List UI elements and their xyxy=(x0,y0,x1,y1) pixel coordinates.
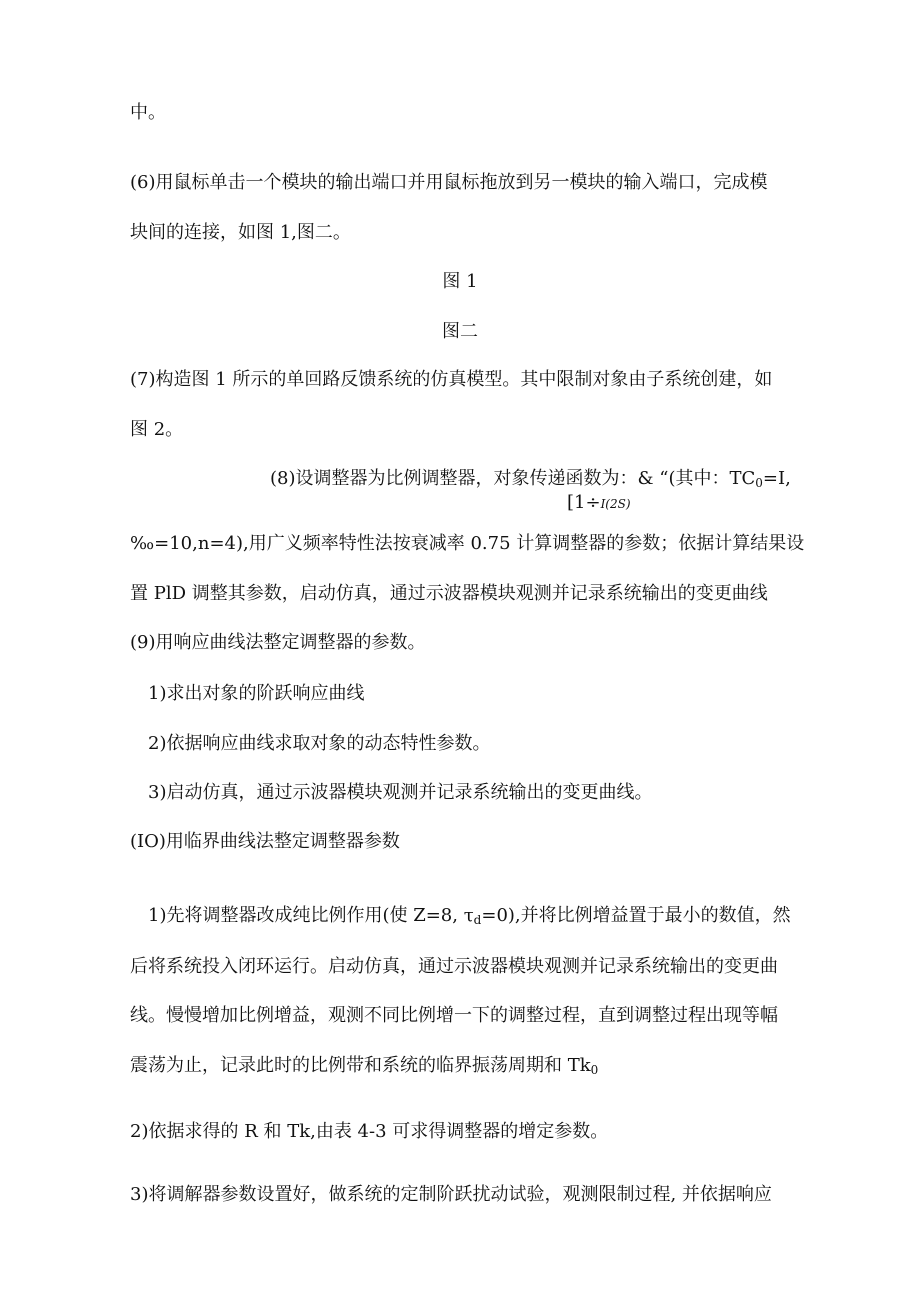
text-line xyxy=(130,1054,598,1078)
text-line: (6)用鼠标单击一个模块的输出端口并用鼠标拖放到另一模块的输入端口，完成模 xyxy=(130,172,768,193)
text-line: 后将系统投入闭环运行。启动仿真，通过示波器模块观测并记录系统输出的变更曲 xyxy=(130,956,778,977)
list-item: 3)将调解器参数设置好，做系统的定制阶跃扰动试验，观测限制过程, 并依据响应 xyxy=(130,1184,772,1205)
figure-caption-1: 图 1 xyxy=(442,271,478,292)
subscript: 0 xyxy=(755,476,763,490)
text-line: (IO)用临界曲线法整定调整器参数 xyxy=(130,831,400,852)
text-part: =0),并将比例增益置于最小的数值，然 xyxy=(481,905,791,926)
text-line: ‰=10,n=4),用广义频率特性法按衰减率 0.75 计算调整器的参数；依据计算结果设 xyxy=(130,533,805,554)
text-line: 线。慢慢增加比例增益，观测不同比例增一下的调整过程，直到调整过程出现等幅 xyxy=(130,1005,778,1026)
list-item: 2)依据求得的 R 和 Tk,由表 4-3 可求得调整器的增定参数。 xyxy=(130,1121,609,1142)
text-line: (7)构造图 1 所示的单回路反馈系统的仿真模型。其中限制对象由子系统创建，如 xyxy=(130,369,773,390)
text-line: 置 PlD 调整其参数，启动仿真，通过示波器模块观测并记录系统输出的变更曲线 xyxy=(130,583,768,604)
text-line xyxy=(148,904,791,928)
formula-denominator xyxy=(567,491,631,516)
subscript: 0 xyxy=(590,1063,599,1077)
formula-small: I(2S) xyxy=(600,497,631,511)
text-line: 块间的连接，如图 1,图二。 xyxy=(130,222,351,243)
figure-caption-2: 图二 xyxy=(442,321,478,342)
formula-text-tail: =I, xyxy=(762,468,791,489)
text-part: 1)先将调整器改成纯比例作用(使 Z=8, τ xyxy=(148,905,474,926)
text-part: 震荡为止，记录此时的比例带和系统的临界振荡周期和 Tk xyxy=(130,1055,591,1076)
list-item: 2)依据响应曲线求取对象的动态特性参数。 xyxy=(148,733,491,754)
list-item: 3)启动仿真，通过示波器模块观测并记录系统输出的变更曲线。 xyxy=(148,782,653,803)
text-line: (9)用响应曲线法整定调整器的参数。 xyxy=(130,632,426,653)
text-line: 中。 xyxy=(130,102,166,123)
text-line: 图 2。 xyxy=(130,419,184,440)
formula-text: (8)设调整器为比例调整器，对象传递函数为：& “(其中：TC xyxy=(270,468,756,489)
list-item: 1)求出对象的阶跃响应曲线 xyxy=(148,683,365,704)
subscript: d xyxy=(473,913,482,927)
formula-bracket: [1÷ xyxy=(567,492,601,513)
text-line-formula xyxy=(270,467,791,491)
